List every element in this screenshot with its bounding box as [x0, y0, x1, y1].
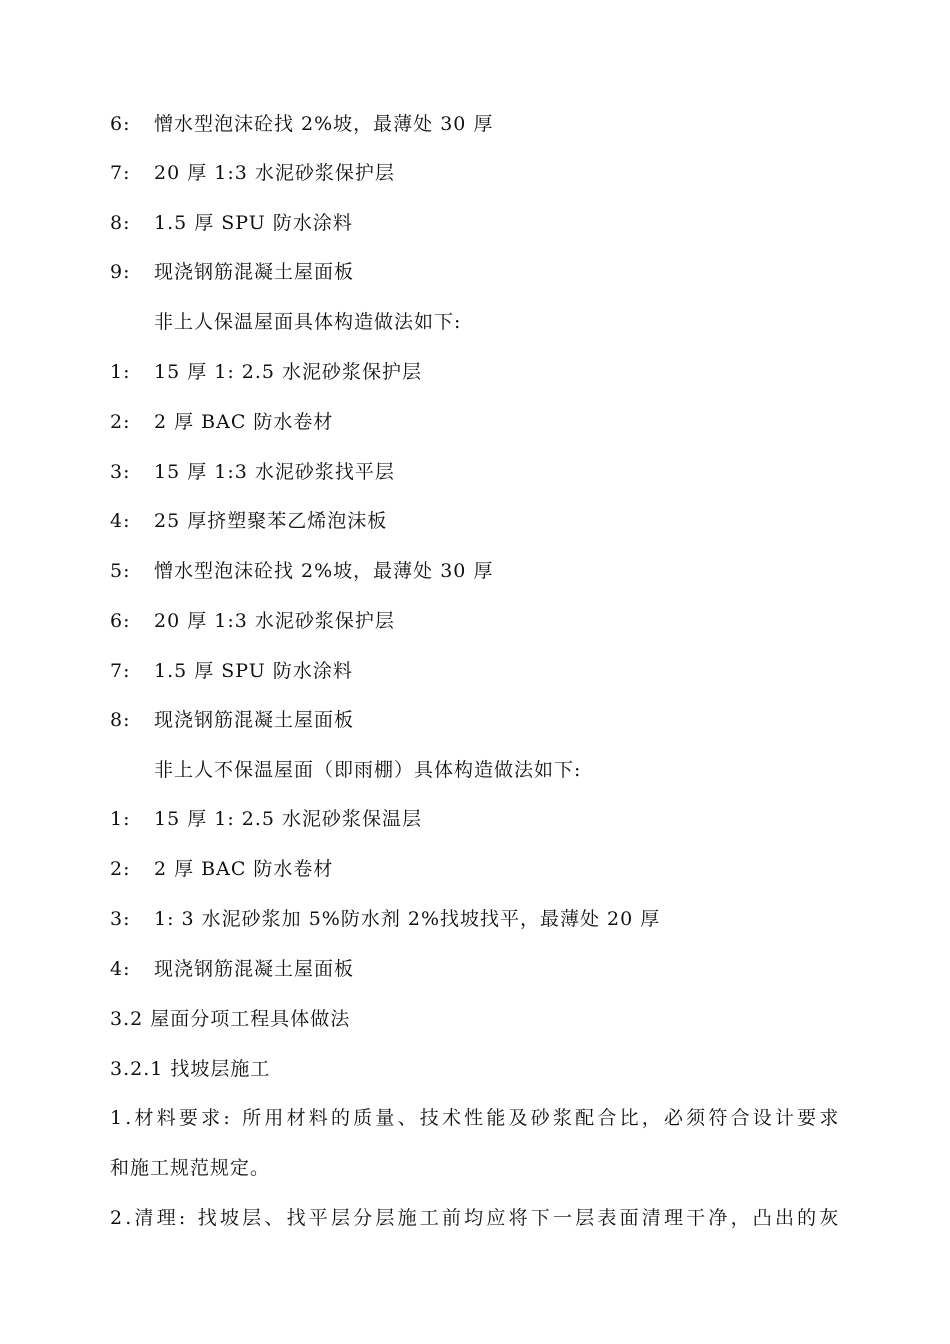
item-text: 现浇钢筋混凝土屋面板 [154, 709, 355, 731]
list-item [110, 856, 870, 882]
item-text: 1.5 厚 SPU 防水涂料 [154, 212, 353, 234]
item-number: 8: [110, 212, 131, 234]
item-number: 4: [110, 958, 131, 980]
item-number: 1: [110, 808, 131, 830]
subsection-heading: 非上人不保温屋面（即雨棚）具体构造做法如下: [154, 759, 582, 781]
item-text: 15 厚 1: 2.5 水泥砂浆保温层 [154, 808, 423, 830]
item-number: 8: [110, 709, 131, 731]
item-number: 6: [110, 610, 131, 632]
paragraph-line: 2.清理: 找坡层、找平层分层施工前均应将下一层表面清理干净，凸出的灰 [110, 1207, 842, 1229]
item-text: 现浇钢筋混凝土屋面板 [154, 261, 355, 283]
item-number: 7: [110, 162, 131, 184]
item-text: 15 厚 1: 2.5 水泥砂浆保护层 [154, 361, 423, 383]
item-text: 憎水型泡沫砼找 2%坡，最薄处 30 厚 [154, 560, 494, 582]
item-text: 1: 3 水泥砂浆加 5%防水剂 2%找坡找平，最薄处 20 厚 [154, 908, 661, 930]
list-item [110, 658, 870, 684]
item-text: 2 厚 BAC 防水卷材 [154, 411, 334, 433]
item-number: 2: [110, 858, 131, 880]
item-number: 2: [110, 411, 131, 433]
list-item [110, 707, 870, 733]
list-item [110, 508, 870, 534]
paragraph-line: 和施工规范规定。 [110, 1157, 271, 1179]
item-number: 3: [110, 908, 131, 930]
list-item [110, 459, 870, 485]
item-text: 15 厚 1:3 水泥砂浆找平层 [154, 461, 395, 483]
item-number: 3: [110, 461, 131, 483]
subsection-heading: 3.2.1 找坡层施工 [110, 1058, 271, 1080]
item-number: 9: [110, 261, 131, 283]
list-item [110, 259, 870, 285]
item-text: 20 厚 1:3 水泥砂浆保护层 [154, 610, 395, 632]
item-text: 1.5 厚 SPU 防水涂料 [154, 660, 353, 682]
item-text: 2 厚 BAC 防水卷材 [154, 858, 334, 880]
item-number: 6: [110, 113, 131, 135]
list-item [110, 359, 870, 385]
item-number: 7: [110, 660, 131, 682]
item-text: 25 厚挤塑聚苯乙烯泡沫板 [154, 510, 388, 532]
section-heading: 3.2 屋面分项工程具体做法 [110, 1008, 351, 1030]
list-item [110, 409, 870, 435]
list-item [110, 608, 870, 634]
subsection-heading: 非上人保温屋面具体构造做法如下: [154, 311, 462, 333]
list-item [110, 956, 870, 982]
item-number: 1: [110, 361, 131, 383]
item-number: 5: [110, 560, 131, 582]
item-number: 4: [110, 510, 131, 532]
paragraph-line: 1.材料要求: 所用材料的质量、技术性能及砂浆配合比，必须符合设计要求 [110, 1107, 842, 1129]
list-item [110, 906, 870, 932]
list-item [110, 111, 870, 137]
item-text: 憎水型泡沫砼找 2%坡，最薄处 30 厚 [154, 113, 494, 135]
list-item [110, 806, 870, 832]
list-item [110, 160, 870, 186]
list-item [110, 558, 870, 584]
item-text: 现浇钢筋混凝土屋面板 [154, 958, 355, 980]
item-text: 20 厚 1:3 水泥砂浆保护层 [154, 162, 395, 184]
list-item [110, 210, 870, 236]
